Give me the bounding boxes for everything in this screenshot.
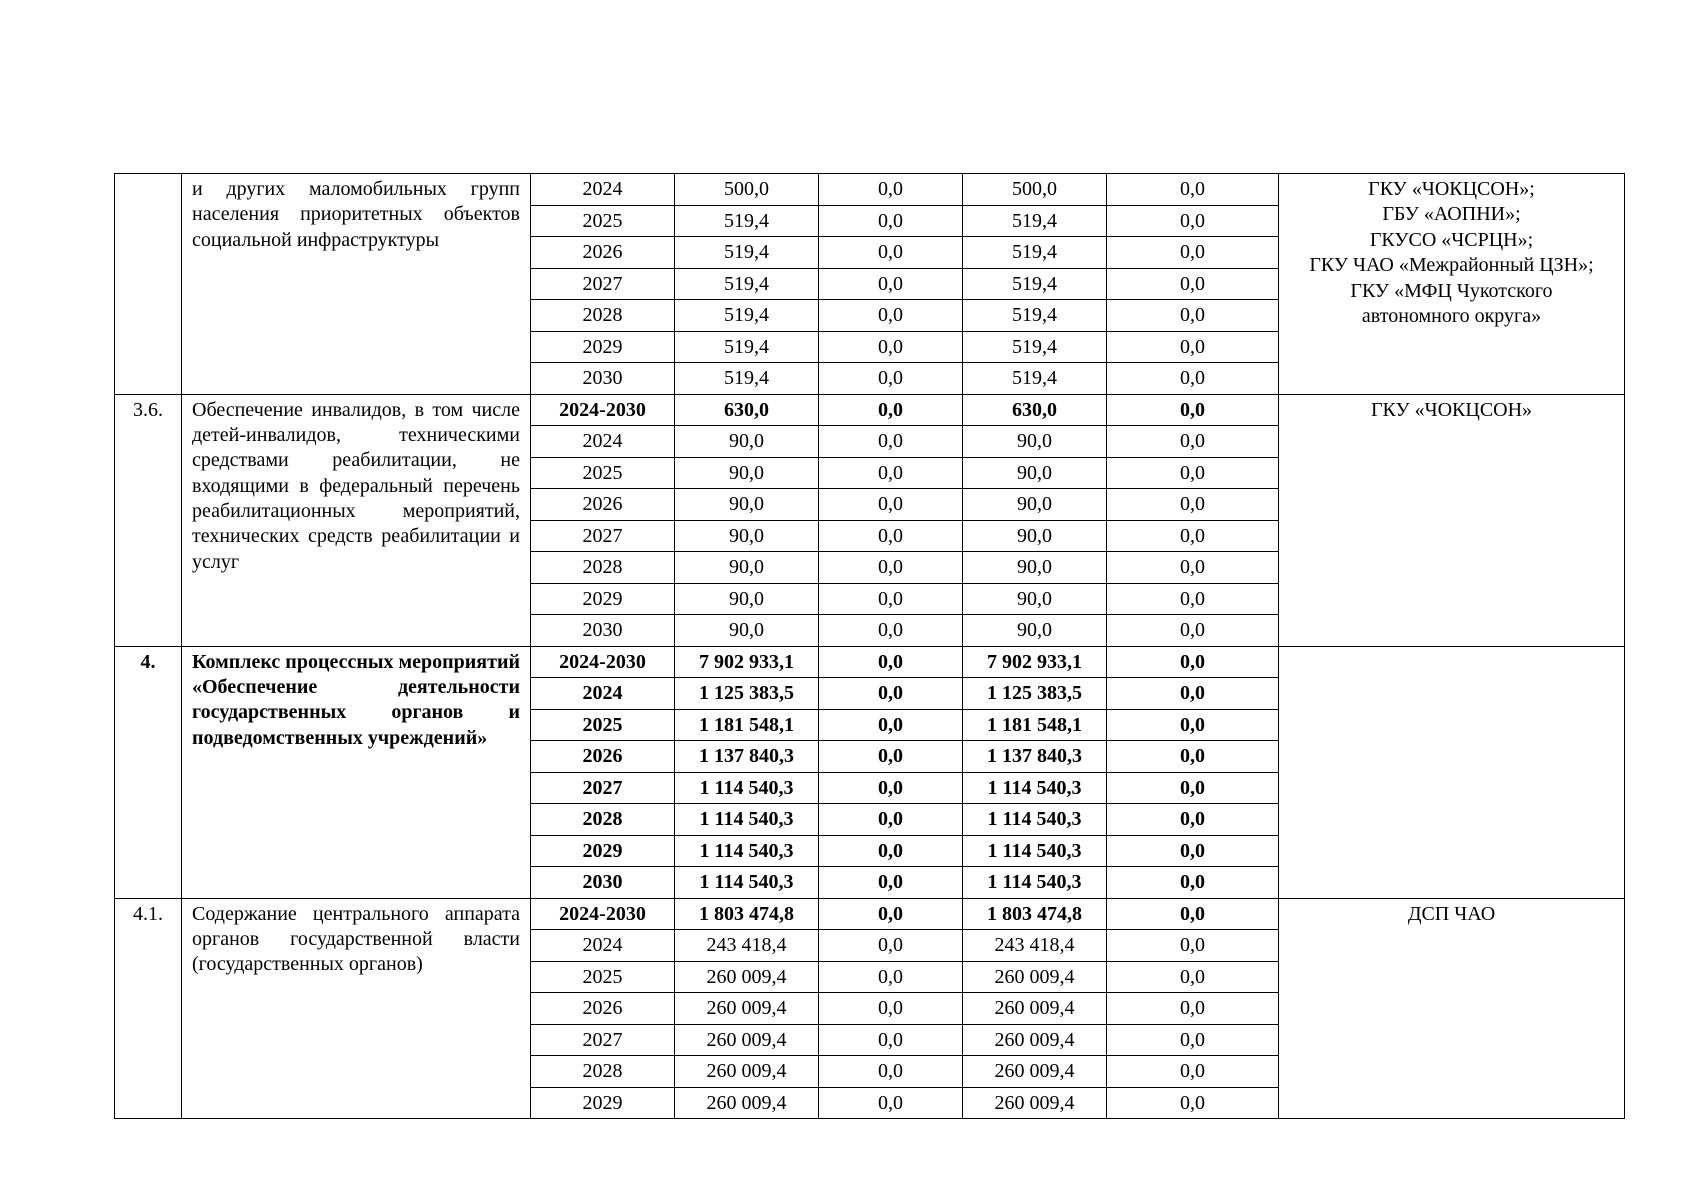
item-number: 4.1.	[115, 898, 182, 1119]
period-cell: 2028	[531, 804, 675, 836]
period-cell: 2026	[531, 993, 675, 1025]
total-cell: 1 114 540,3	[675, 804, 819, 836]
item-number	[115, 174, 182, 395]
item-name-line: Содержание центрального	[192, 902, 429, 925]
federal-budget-cell: 0,0	[819, 174, 963, 206]
federal-budget-cell: 0,0	[819, 772, 963, 804]
item-name	[182, 646, 531, 898]
other-sources-cell: 0,0	[1107, 898, 1279, 930]
period-cell: 2029	[531, 583, 675, 615]
item-name	[182, 394, 531, 646]
period-cell: 2028	[531, 1056, 675, 1088]
item-name-line: реабилитации и услуг	[192, 525, 520, 573]
federal-budget-cell: 0,0	[819, 930, 963, 962]
responsible-line: ГКУ «ЧОКЦСОН»	[1370, 398, 1533, 421]
total-cell: 90,0	[675, 615, 819, 647]
federal-budget-cell: 0,0	[819, 363, 963, 395]
period-cell: 2026	[531, 237, 675, 269]
responsible-line: ДСП ЧАО	[1407, 902, 1496, 925]
other-sources-cell: 0,0	[1107, 268, 1279, 300]
period-cell: 2025	[531, 205, 675, 237]
total-cell: 519,4	[675, 268, 819, 300]
item-name-line: техническими средствами	[192, 423, 520, 472]
regional-budget-cell: 1 137 840,3	[963, 741, 1107, 773]
period-cell: 2026	[531, 489, 675, 521]
federal-budget-cell: 0,0	[819, 237, 963, 269]
regional-budget-cell: 260 009,4	[963, 1056, 1107, 1088]
total-cell: 1 803 474,8	[675, 898, 819, 930]
regional-budget-cell: 519,4	[963, 205, 1107, 237]
other-sources-cell: 0,0	[1107, 1056, 1279, 1088]
federal-budget-cell: 0,0	[819, 394, 963, 426]
table-row	[115, 394, 1625, 426]
regional-budget-cell: 90,0	[963, 615, 1107, 647]
other-sources-cell: 0,0	[1107, 867, 1279, 899]
other-sources-cell: 0,0	[1107, 552, 1279, 584]
item-name-text	[192, 398, 520, 576]
federal-budget-cell: 0,0	[819, 583, 963, 615]
period-cell: 2025	[531, 961, 675, 993]
item-name-text	[192, 902, 520, 978]
period-cell: 2024-2030	[531, 646, 675, 678]
table-row	[115, 898, 1625, 930]
other-sources-cell: 0,0	[1107, 237, 1279, 269]
federal-budget-cell: 0,0	[819, 489, 963, 521]
regional-budget-cell: 260 009,4	[963, 1024, 1107, 1056]
other-sources-cell: 0,0	[1107, 520, 1279, 552]
federal-budget-cell: 0,0	[819, 709, 963, 741]
period-cell: 2024	[531, 174, 675, 206]
regional-budget-cell: 1 125 383,5	[963, 678, 1107, 710]
item-name-line: мероприятий «Обеспечение	[192, 650, 520, 698]
regional-budget-cell: 1 114 540,3	[963, 835, 1107, 867]
federal-budget-cell: 0,0	[819, 741, 963, 773]
period-cell: 2024	[531, 678, 675, 710]
funding-table	[114, 173, 1625, 1119]
period-cell: 2028	[531, 552, 675, 584]
federal-budget-cell: 0,0	[819, 804, 963, 836]
regional-budget-cell: 260 009,4	[963, 993, 1107, 1025]
total-cell: 90,0	[675, 552, 819, 584]
total-cell: 1 137 840,3	[675, 741, 819, 773]
responsible-line: автономного округа»	[1361, 304, 1542, 327]
federal-budget-cell: 0,0	[819, 646, 963, 678]
period-cell: 2030	[531, 363, 675, 395]
total-cell: 260 009,4	[675, 1024, 819, 1056]
period-cell: 2025	[531, 457, 675, 489]
item-name-line: деятельности государственных	[192, 675, 520, 724]
total-cell: 1 181 548,1	[675, 709, 819, 741]
federal-budget-cell: 0,0	[819, 457, 963, 489]
total-cell: 7 902 933,1	[675, 646, 819, 678]
period-cell: 2024-2030	[531, 898, 675, 930]
item-name-line: объектов социальной	[192, 203, 520, 251]
total-cell: 1 114 540,3	[675, 772, 819, 804]
item-name-line: технических средств	[192, 525, 373, 548]
total-cell: 1 125 383,5	[675, 678, 819, 710]
total-cell: 260 009,4	[675, 961, 819, 993]
other-sources-cell: 0,0	[1107, 804, 1279, 836]
item-name-text	[192, 650, 520, 752]
regional-budget-cell: 90,0	[963, 426, 1107, 458]
federal-budget-cell: 0,0	[819, 1056, 963, 1088]
regional-budget-cell: 519,4	[963, 363, 1107, 395]
regional-budget-cell: 1 114 540,3	[963, 772, 1107, 804]
total-cell: 519,4	[675, 237, 819, 269]
item-name	[182, 174, 531, 395]
total-cell: 90,0	[675, 426, 819, 458]
period-cell: 2024-2030	[531, 394, 675, 426]
other-sources-cell: 0,0	[1107, 678, 1279, 710]
regional-budget-cell: 7 902 933,1	[963, 646, 1107, 678]
period-cell: 2030	[531, 615, 675, 647]
total-cell: 519,4	[675, 205, 819, 237]
total-cell: 519,4	[675, 363, 819, 395]
period-cell: 2027	[531, 268, 675, 300]
regional-budget-cell: 90,0	[963, 583, 1107, 615]
other-sources-cell: 0,0	[1107, 961, 1279, 993]
item-name-line: в федеральный перечень	[299, 474, 520, 497]
federal-budget-cell: 0,0	[819, 615, 963, 647]
period-cell: 2029	[531, 1087, 675, 1119]
item-name-line: Обеспечение инвалидов,	[192, 398, 407, 421]
responsible-line: ГКУ «ЧОКЦСОН»;	[1368, 178, 1535, 200]
federal-budget-cell: 0,0	[819, 835, 963, 867]
federal-budget-cell: 0,0	[819, 520, 963, 552]
total-cell: 243 418,4	[675, 930, 819, 962]
federal-budget-cell: 0,0	[819, 205, 963, 237]
item-number: 4.	[115, 646, 182, 898]
regional-budget-cell: 90,0	[963, 552, 1107, 584]
federal-budget-cell: 0,0	[819, 898, 963, 930]
federal-budget-cell: 0,0	[819, 993, 963, 1025]
other-sources-cell: 0,0	[1107, 615, 1279, 647]
total-cell: 1 114 540,3	[675, 835, 819, 867]
item-name-line: и других маломобильных групп	[192, 178, 520, 200]
other-sources-cell: 0,0	[1107, 174, 1279, 206]
item-name	[182, 898, 531, 1119]
regional-budget-cell: 260 009,4	[963, 1087, 1107, 1119]
total-cell: 90,0	[675, 520, 819, 552]
item-name-line: в том числе детей-инвалидов,	[192, 398, 520, 446]
responsible-line: ГБУ «АОПНИ»;	[1382, 203, 1521, 226]
regional-budget-cell: 1 181 548,1	[963, 709, 1107, 741]
table-row	[115, 646, 1625, 678]
responsible-executors	[1279, 646, 1625, 898]
responsible-executors	[1279, 394, 1625, 646]
other-sources-cell: 0,0	[1107, 1024, 1279, 1056]
other-sources-cell: 0,0	[1107, 709, 1279, 741]
regional-budget-cell: 90,0	[963, 457, 1107, 489]
regional-budget-cell: 630,0	[963, 394, 1107, 426]
item-name-line: учреждений»	[367, 726, 488, 749]
responsible-executors	[1279, 898, 1625, 1119]
item-name-line: инфраструктуры	[296, 228, 440, 251]
other-sources-cell: 0,0	[1107, 300, 1279, 332]
responsible-executors	[1279, 174, 1625, 395]
other-sources-cell: 0,0	[1107, 205, 1279, 237]
other-sources-cell: 0,0	[1107, 1087, 1279, 1119]
item-name-line: органов и подведомственных	[192, 701, 520, 749]
total-cell: 90,0	[675, 457, 819, 489]
period-cell: 2024	[531, 930, 675, 962]
item-name-text	[192, 177, 520, 253]
table-row	[115, 174, 1625, 206]
total-cell: 519,4	[675, 331, 819, 363]
item-name-line: (государственных органов)	[192, 953, 423, 976]
responsible-line: ГКУСО «ЧСРЦН»;	[1369, 228, 1534, 251]
period-cell: 2027	[531, 772, 675, 804]
item-name-line: Комплекс процессных	[192, 650, 394, 673]
responsible-line: ГКУ ЧАО «Межрайонный ЦЗН»;	[1309, 254, 1594, 277]
item-number: 3.6.	[115, 394, 182, 646]
regional-budget-cell: 90,0	[963, 489, 1107, 521]
item-name-line: реабилитации, не входящими	[192, 449, 520, 497]
other-sources-cell: 0,0	[1107, 741, 1279, 773]
total-cell: 630,0	[675, 394, 819, 426]
regional-budget-cell: 519,4	[963, 268, 1107, 300]
federal-budget-cell: 0,0	[819, 678, 963, 710]
regional-budget-cell: 243 418,4	[963, 930, 1107, 962]
other-sources-cell: 0,0	[1107, 583, 1279, 615]
other-sources-cell: 0,0	[1107, 457, 1279, 489]
total-cell: 519,4	[675, 300, 819, 332]
responsible-line: ГКУ «МФЦ Чукотского	[1350, 279, 1553, 302]
other-sources-cell: 0,0	[1107, 835, 1279, 867]
federal-budget-cell: 0,0	[819, 867, 963, 899]
total-cell: 90,0	[675, 489, 819, 521]
other-sources-cell: 0,0	[1107, 426, 1279, 458]
other-sources-cell: 0,0	[1107, 993, 1279, 1025]
other-sources-cell: 0,0	[1107, 394, 1279, 426]
other-sources-cell: 0,0	[1107, 363, 1279, 395]
other-sources-cell: 0,0	[1107, 489, 1279, 521]
total-cell: 260 009,4	[675, 1056, 819, 1088]
total-cell: 260 009,4	[675, 1087, 819, 1119]
item-name-line: населения приоритетных	[192, 203, 423, 226]
regional-budget-cell: 500,0	[963, 174, 1107, 206]
federal-budget-cell: 0,0	[819, 268, 963, 300]
regional-budget-cell: 90,0	[963, 520, 1107, 552]
regional-budget-cell: 260 009,4	[963, 961, 1107, 993]
total-cell: 1 114 540,3	[675, 867, 819, 899]
period-cell: 2029	[531, 835, 675, 867]
regional-budget-cell: 519,4	[963, 300, 1107, 332]
federal-budget-cell: 0,0	[819, 331, 963, 363]
period-cell: 2026	[531, 741, 675, 773]
total-cell: 500,0	[675, 174, 819, 206]
other-sources-cell: 0,0	[1107, 772, 1279, 804]
period-cell: 2027	[531, 520, 675, 552]
period-cell: 2025	[531, 709, 675, 741]
total-cell: 260 009,4	[675, 993, 819, 1025]
period-cell: 2030	[531, 867, 675, 899]
federal-budget-cell: 0,0	[819, 300, 963, 332]
federal-budget-cell: 0,0	[819, 552, 963, 584]
item-name-line: реабилитационных мероприятий,	[192, 500, 520, 523]
regional-budget-cell: 1 803 474,8	[963, 898, 1107, 930]
federal-budget-cell: 0,0	[819, 1024, 963, 1056]
other-sources-cell: 0,0	[1107, 930, 1279, 962]
total-cell: 90,0	[675, 583, 819, 615]
period-cell: 2024	[531, 426, 675, 458]
item-name-line: аппарата органов	[192, 902, 520, 950]
period-cell: 2029	[531, 331, 675, 363]
federal-budget-cell: 0,0	[819, 961, 963, 993]
regional-budget-cell: 519,4	[963, 331, 1107, 363]
period-cell: 2028	[531, 300, 675, 332]
regional-budget-cell: 1 114 540,3	[963, 867, 1107, 899]
federal-budget-cell: 0,0	[819, 426, 963, 458]
period-cell: 2027	[531, 1024, 675, 1056]
other-sources-cell: 0,0	[1107, 331, 1279, 363]
item-name-line: государственной власти	[290, 927, 520, 950]
federal-budget-cell: 0,0	[819, 1087, 963, 1119]
regional-budget-cell: 519,4	[963, 237, 1107, 269]
regional-budget-cell: 1 114 540,3	[963, 804, 1107, 836]
other-sources-cell: 0,0	[1107, 646, 1279, 678]
